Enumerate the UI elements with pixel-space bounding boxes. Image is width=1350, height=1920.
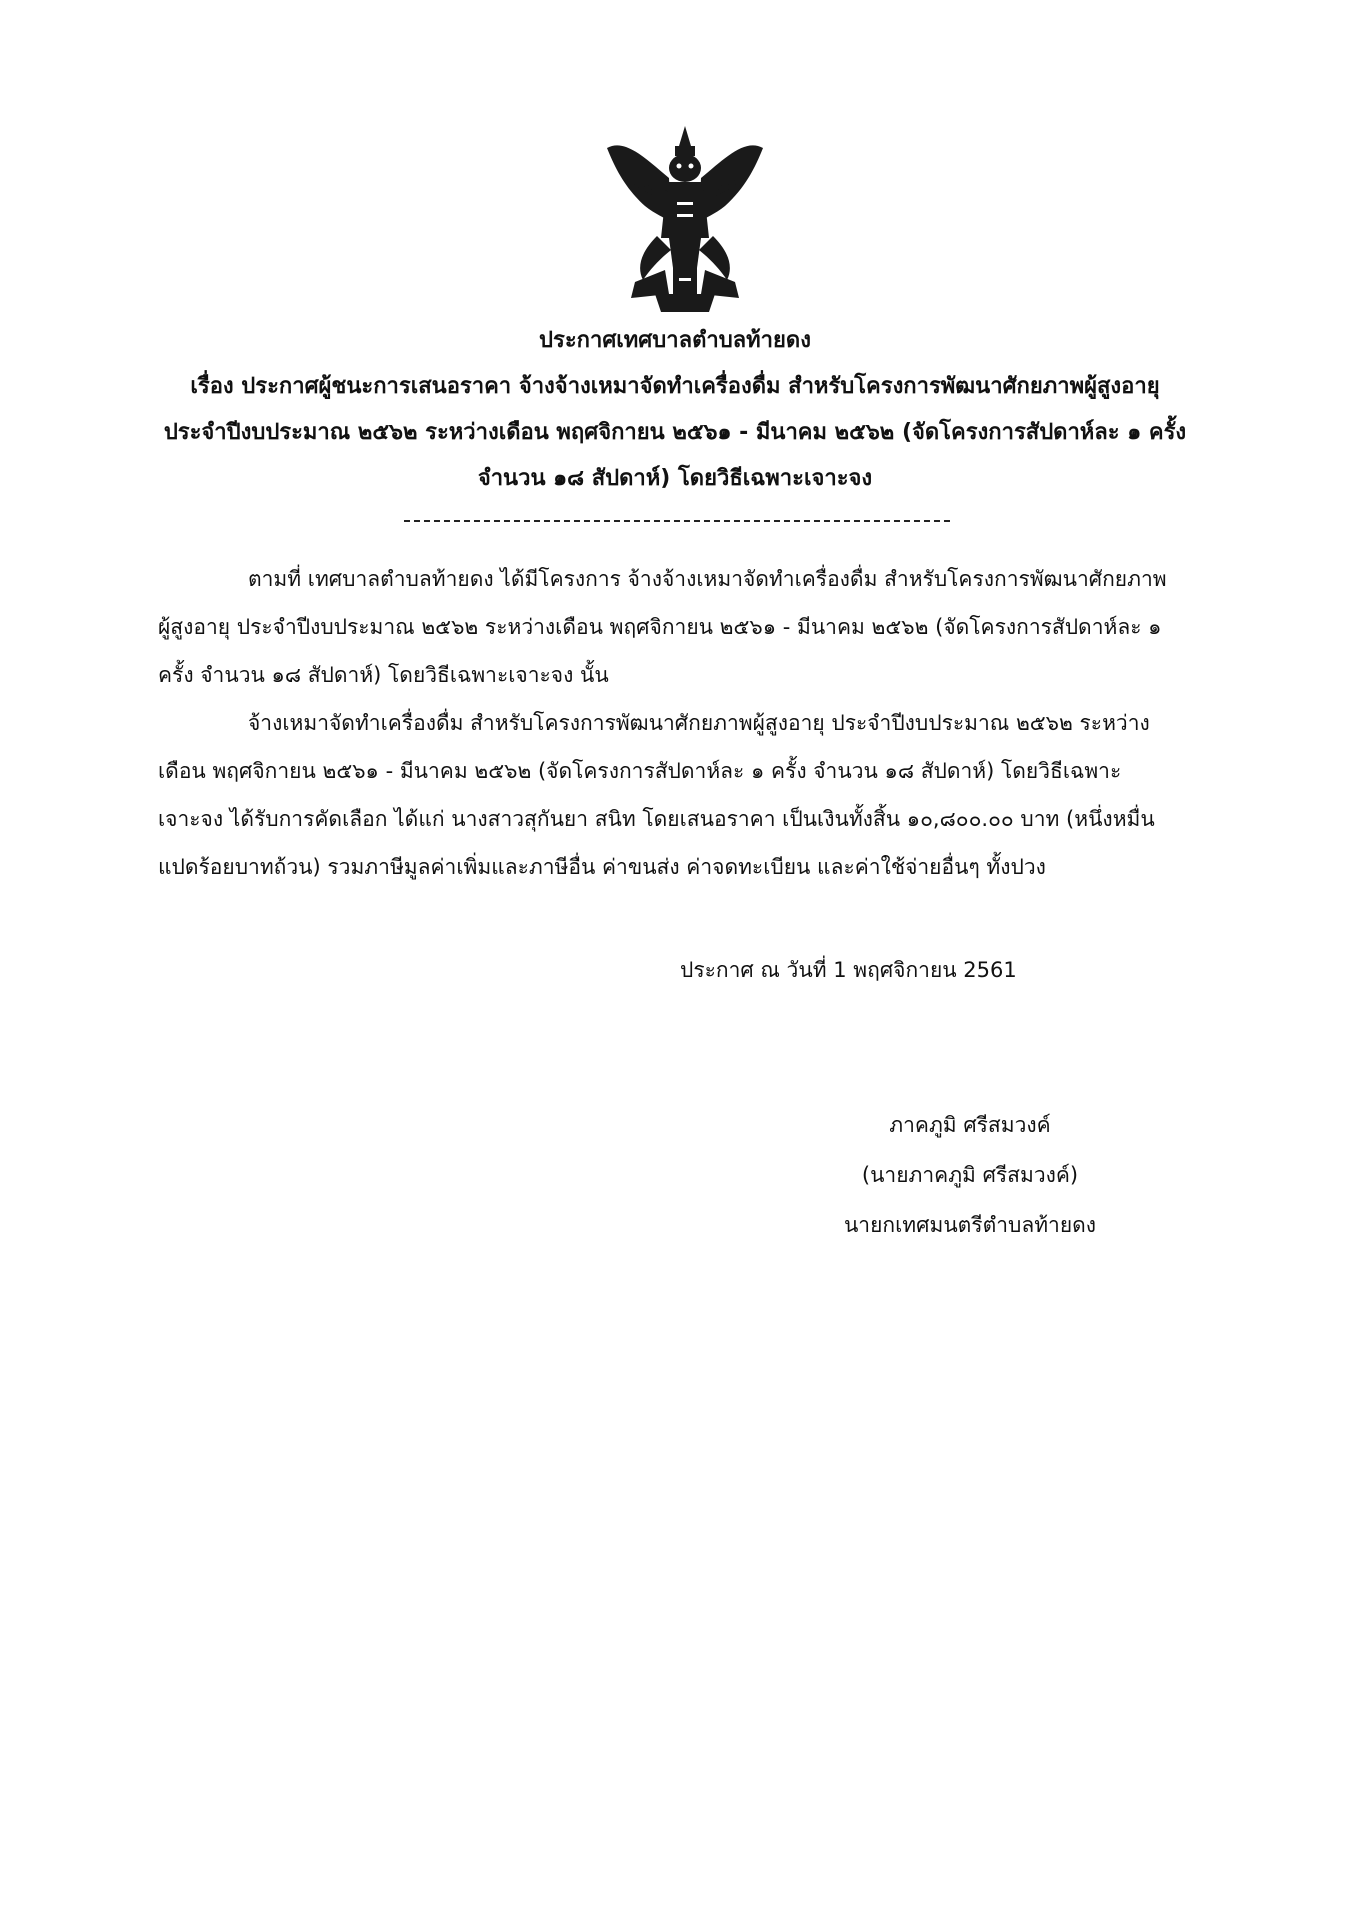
paragraph-1-line-1: ตามที่ เทศบาลตำบลท้ายดง ได้มีโครงการ จ้างจ้างเหมาจัดทำเครื่องดื่ม สำหรับโครงการพัฒนาศักยภาพ (248, 567, 1167, 591)
signatory-position: นายกเทศมนตรีตำบลท้ายดง (843, 1213, 1097, 1237)
signature-block (820, 1100, 1120, 1250)
subject-line-1: เรื่อง ประกาศผู้ชนะการเสนอราคา จ้างจ้างเหมาจัดทำเครื่องดื่ม สำหรับโครงการพัฒนาศักยภาพผู้สูงอายุ (190, 374, 1160, 399)
paragraph-1-line-3: ครั้ง จำนวน ๑๘ สัปดาห์) โดยวิธีเฉพาะเจาะจง นั้น (158, 663, 609, 687)
signed-name: ภาคภูมิ ศรีสมวงค์ (889, 1113, 1051, 1137)
announcement-date: ประกาศ ณ วันที่ 1 พฤศจิกายน 2561 (680, 958, 1017, 982)
announcement-body (158, 555, 1238, 891)
signatory-full-name: (นายภาคภูมิ ศรีสมวงค์) (861, 1163, 1079, 1187)
paragraph-2-line-2: เดือน พฤศจิกายน ๒๕๖๑ - มีนาคม ๒๕๖๒ (จัดโครงการสัปดาห์ละ ๑ ครั้ง จำนวน ๑๘ สัปดาห์) โดยวิธีเฉพาะ (158, 759, 1122, 783)
paragraph-2-line-3: เจาะจง ได้รับการคัดเลือก ได้แก่ นางสาวสุกันยา สนิท โดยเสนอราคา เป็นเงินทั้งสิ้น ๑๐,๘๐๐.๐๐ บาท (หนึ่งหมื่น (158, 807, 1155, 831)
section-divider (404, 520, 950, 522)
paragraph-2-line-4: แปดร้อยบาทถ้วน) รวมภาษีมูลค่าเพิ่มและภาษีอื่น ค่าขนส่ง ค่าจดทะเบียน และค่าใช้จ่ายอื่นๆ ทั้งปวง (158, 855, 1046, 879)
paragraph-1-line-2: ผู้สูงอายุ ประจำปีงบประมาณ ๒๕๖๒ ระหว่างเดือน พฤศจิกายน ๒๕๖๑ - มีนาคม ๒๕๖๒ (จัดโครงการสัปดาห์ละ ๑ (158, 615, 1162, 639)
paragraph-2-line-1: จ้างเหมาจัดทำเครื่องดื่ม สำหรับโครงการพัฒนาศักยภาพผู้สูงอายุ ประจำปีงบประมาณ ๒๕๖๒ ระหว่าง (248, 711, 1150, 735)
announcement-title: ประกาศเทศบาลตำบลท้ายดง (539, 328, 811, 353)
garuda-emblem-icon (585, 118, 785, 318)
announcement-header (110, 318, 1240, 502)
subject-line-2: ประจำปีงบประมาณ ๒๕๖๒ ระหว่างเดือน พฤศจิกายน ๒๕๖๑ - มีนาคม ๒๕๖๒ (จัดโครงการสัปดาห์ละ ๑ ครั้ง (163, 420, 1187, 445)
subject-line-3: จำนวน ๑๘ สัปดาห์) โดยวิธีเฉพาะเจาะจง (477, 466, 873, 491)
